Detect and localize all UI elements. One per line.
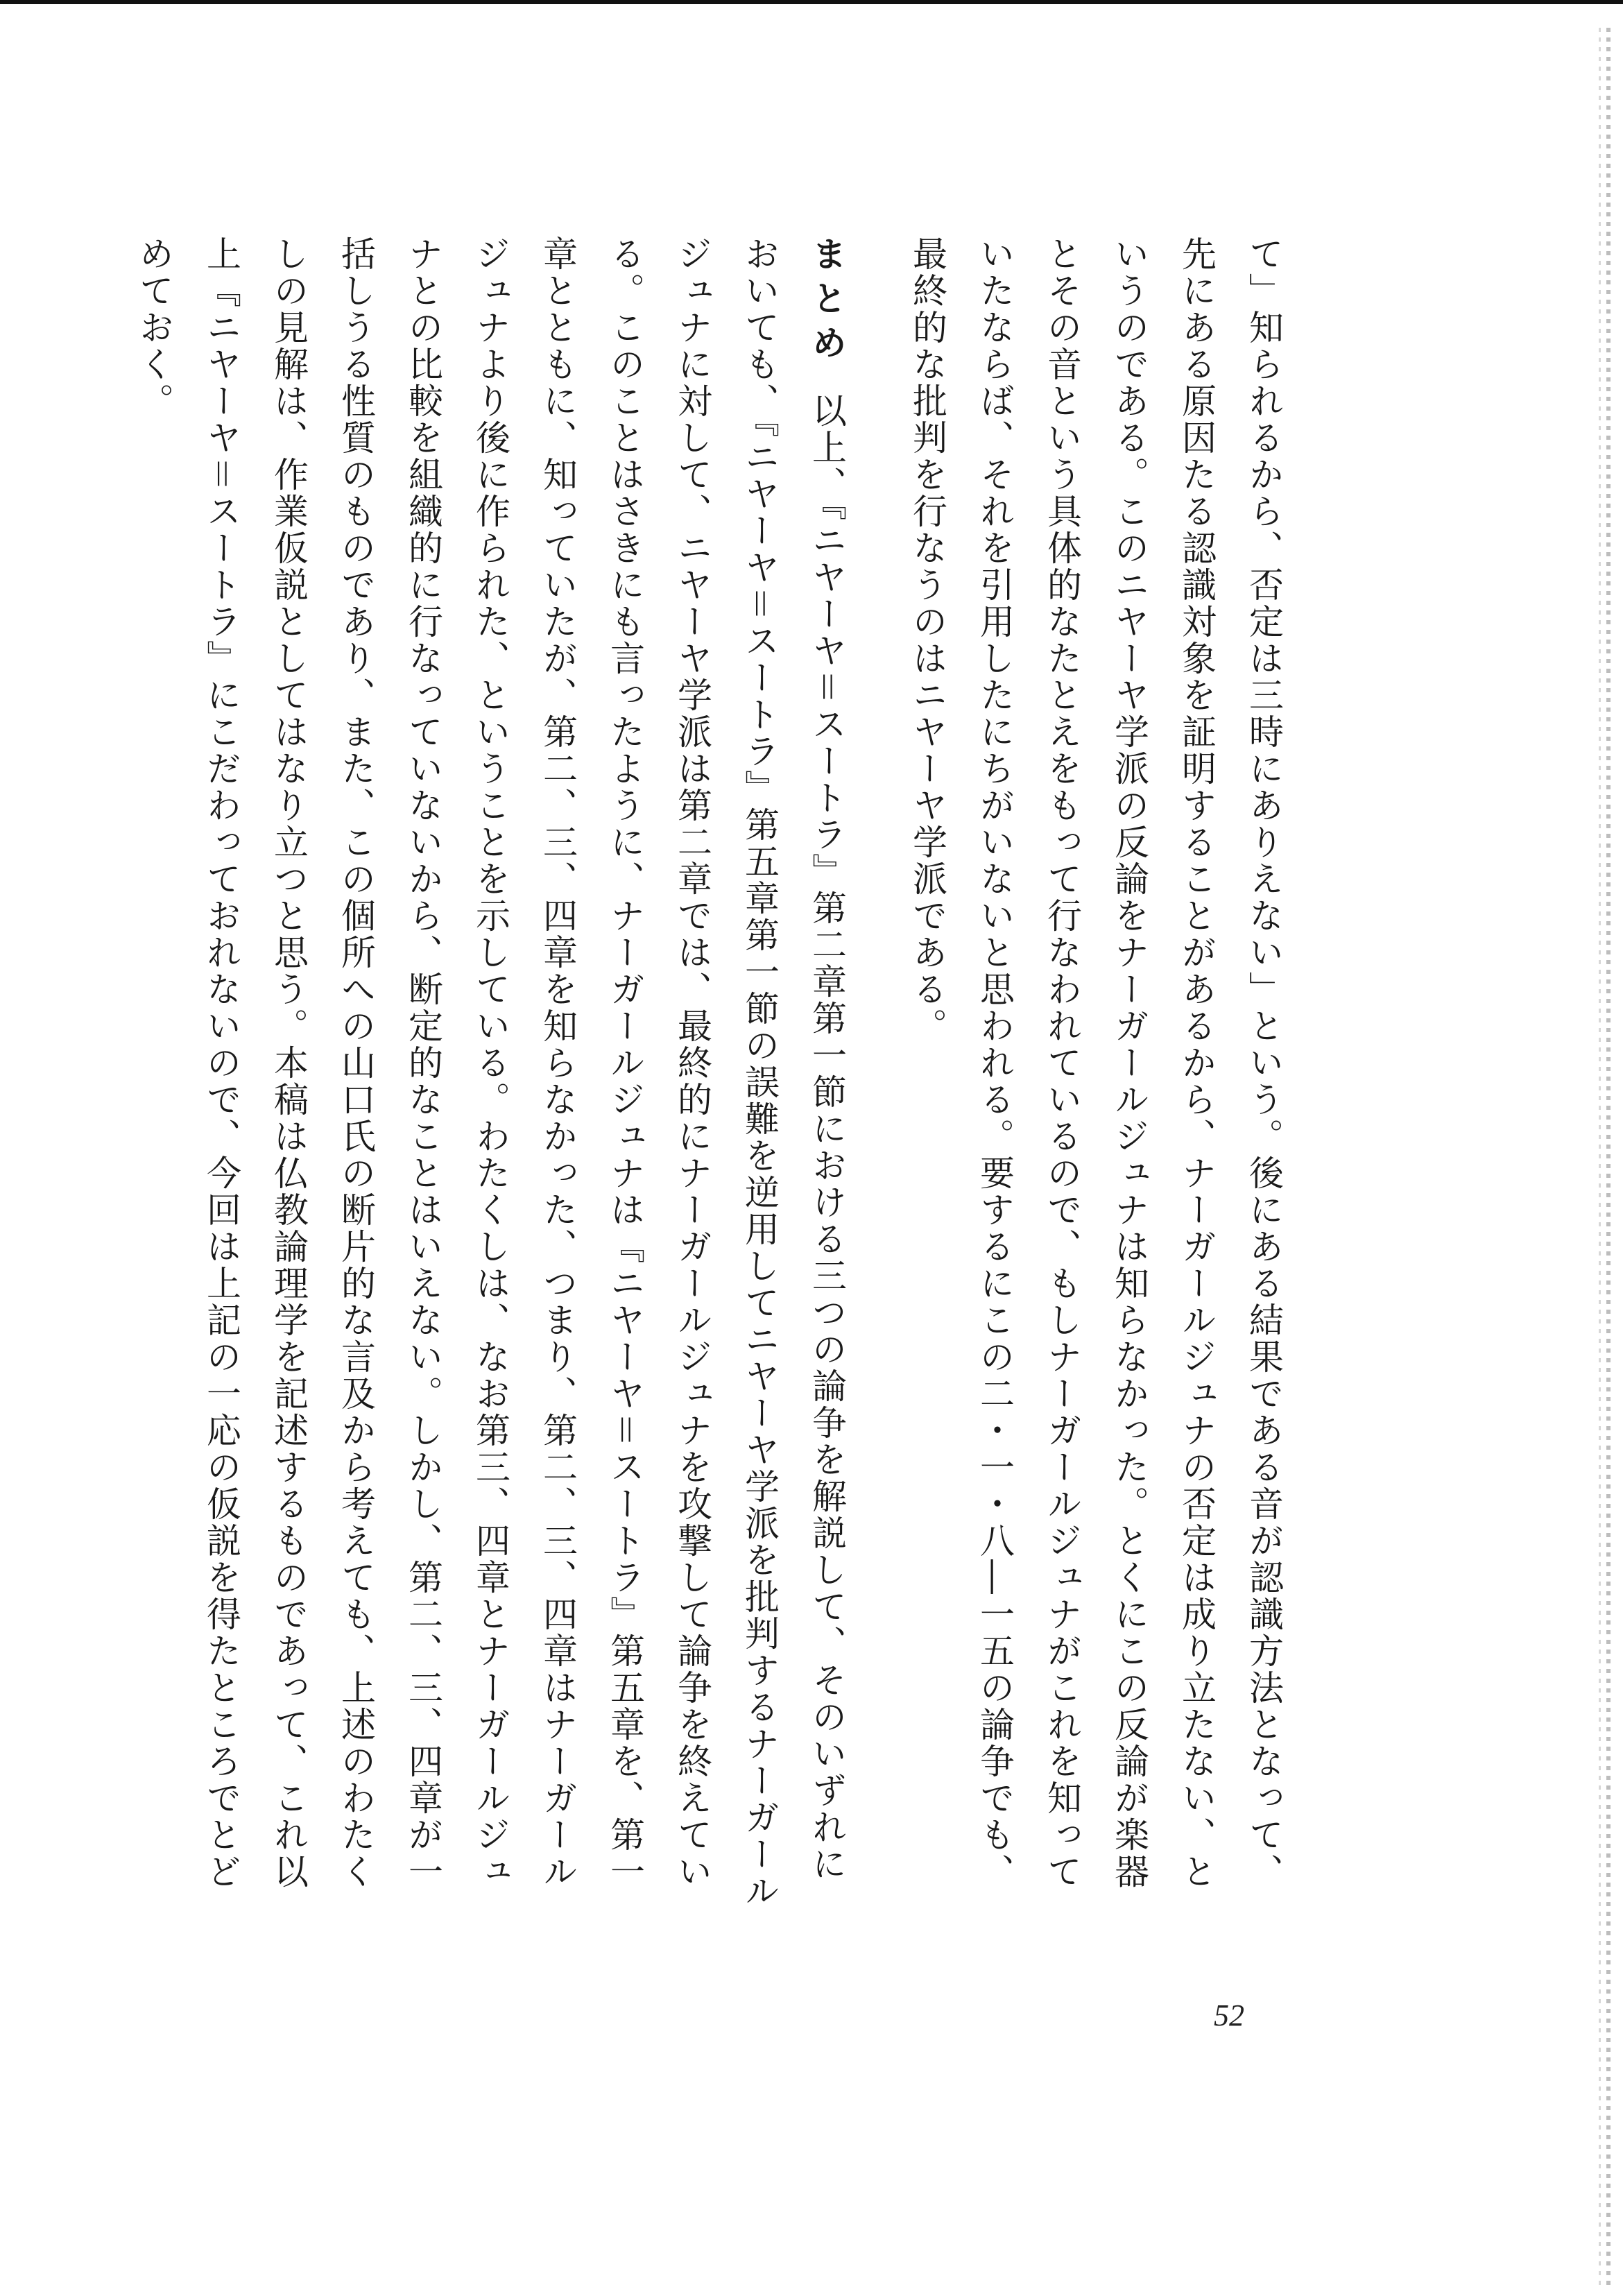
page-number: 52 <box>1214 1998 1244 2032</box>
vertical-text-body <box>134 236 1297 1914</box>
binding-edge <box>1606 28 1611 2289</box>
paragraph-continued-text: て」知られるから、否定は三時にありえない」という。後にある結果である音が認識方法となって、先にある原因たる認識対象を証明することがあるから、ナーガールジュナの否定は成り立たない、というのである。このニヤーヤ学派の反論をナーガールジュナは知らなかった。とくにこの反論が楽器とその音という具体的なたとえをもって行なわれているので、もしナーガールジュナがこれを知っていたならば、それを引用したにちがいないと思われる。要するにこの二・一・八―一五の論争でも、最終的な批判を行なうのはニヤーヤ学派である。 <box>907 236 1284 1890</box>
summary-heading: まとめ <box>807 236 847 369</box>
binding-edge-inner <box>1599 28 1601 2289</box>
paragraph-continued <box>893 236 1297 1914</box>
paragraph-summary <box>120 236 860 1914</box>
summary-body: 以上、『ニヤーヤ＝スートラ』第二章第一節における三つの論争を解説して、そのいずれにおいても、『ニヤーヤ＝スートラ』第五章第一節の誤難を逆用してニヤーヤ学派を批判するナーガールジュナに対して、ニヤーヤ学派は第二章では、最終的にナーガールジュナを攻撃して論争を終えている。このことはさきにも言ったように、ナーガールジュナは『ニヤーヤ＝スートラ』第五章を、第一章とともに、知っていたが、第二、三、四章を知らなかった、つまり、第二、三、四章はナーガールジュナより後に作られた、ということを示している。わたくしは、なお第三、四章とナーガールジュナとの比較を組織的に行なっていないから、断定的なことはいえない。しかし、第二、三、四章が一括しうる性質のものであり、また、この個所への山口氏の断片的な言及から考えても、上述のわたくしの見解は、作業仮説としてはなり立つと思う。本稿は仏教論理学を記述するものであって、これ以上『ニヤーヤ＝スートラ』にこだわっておれないので、今回は上記の一応の仮説を得たところでとどめておく。 <box>134 236 847 1910</box>
page-top-border <box>0 0 1623 4</box>
